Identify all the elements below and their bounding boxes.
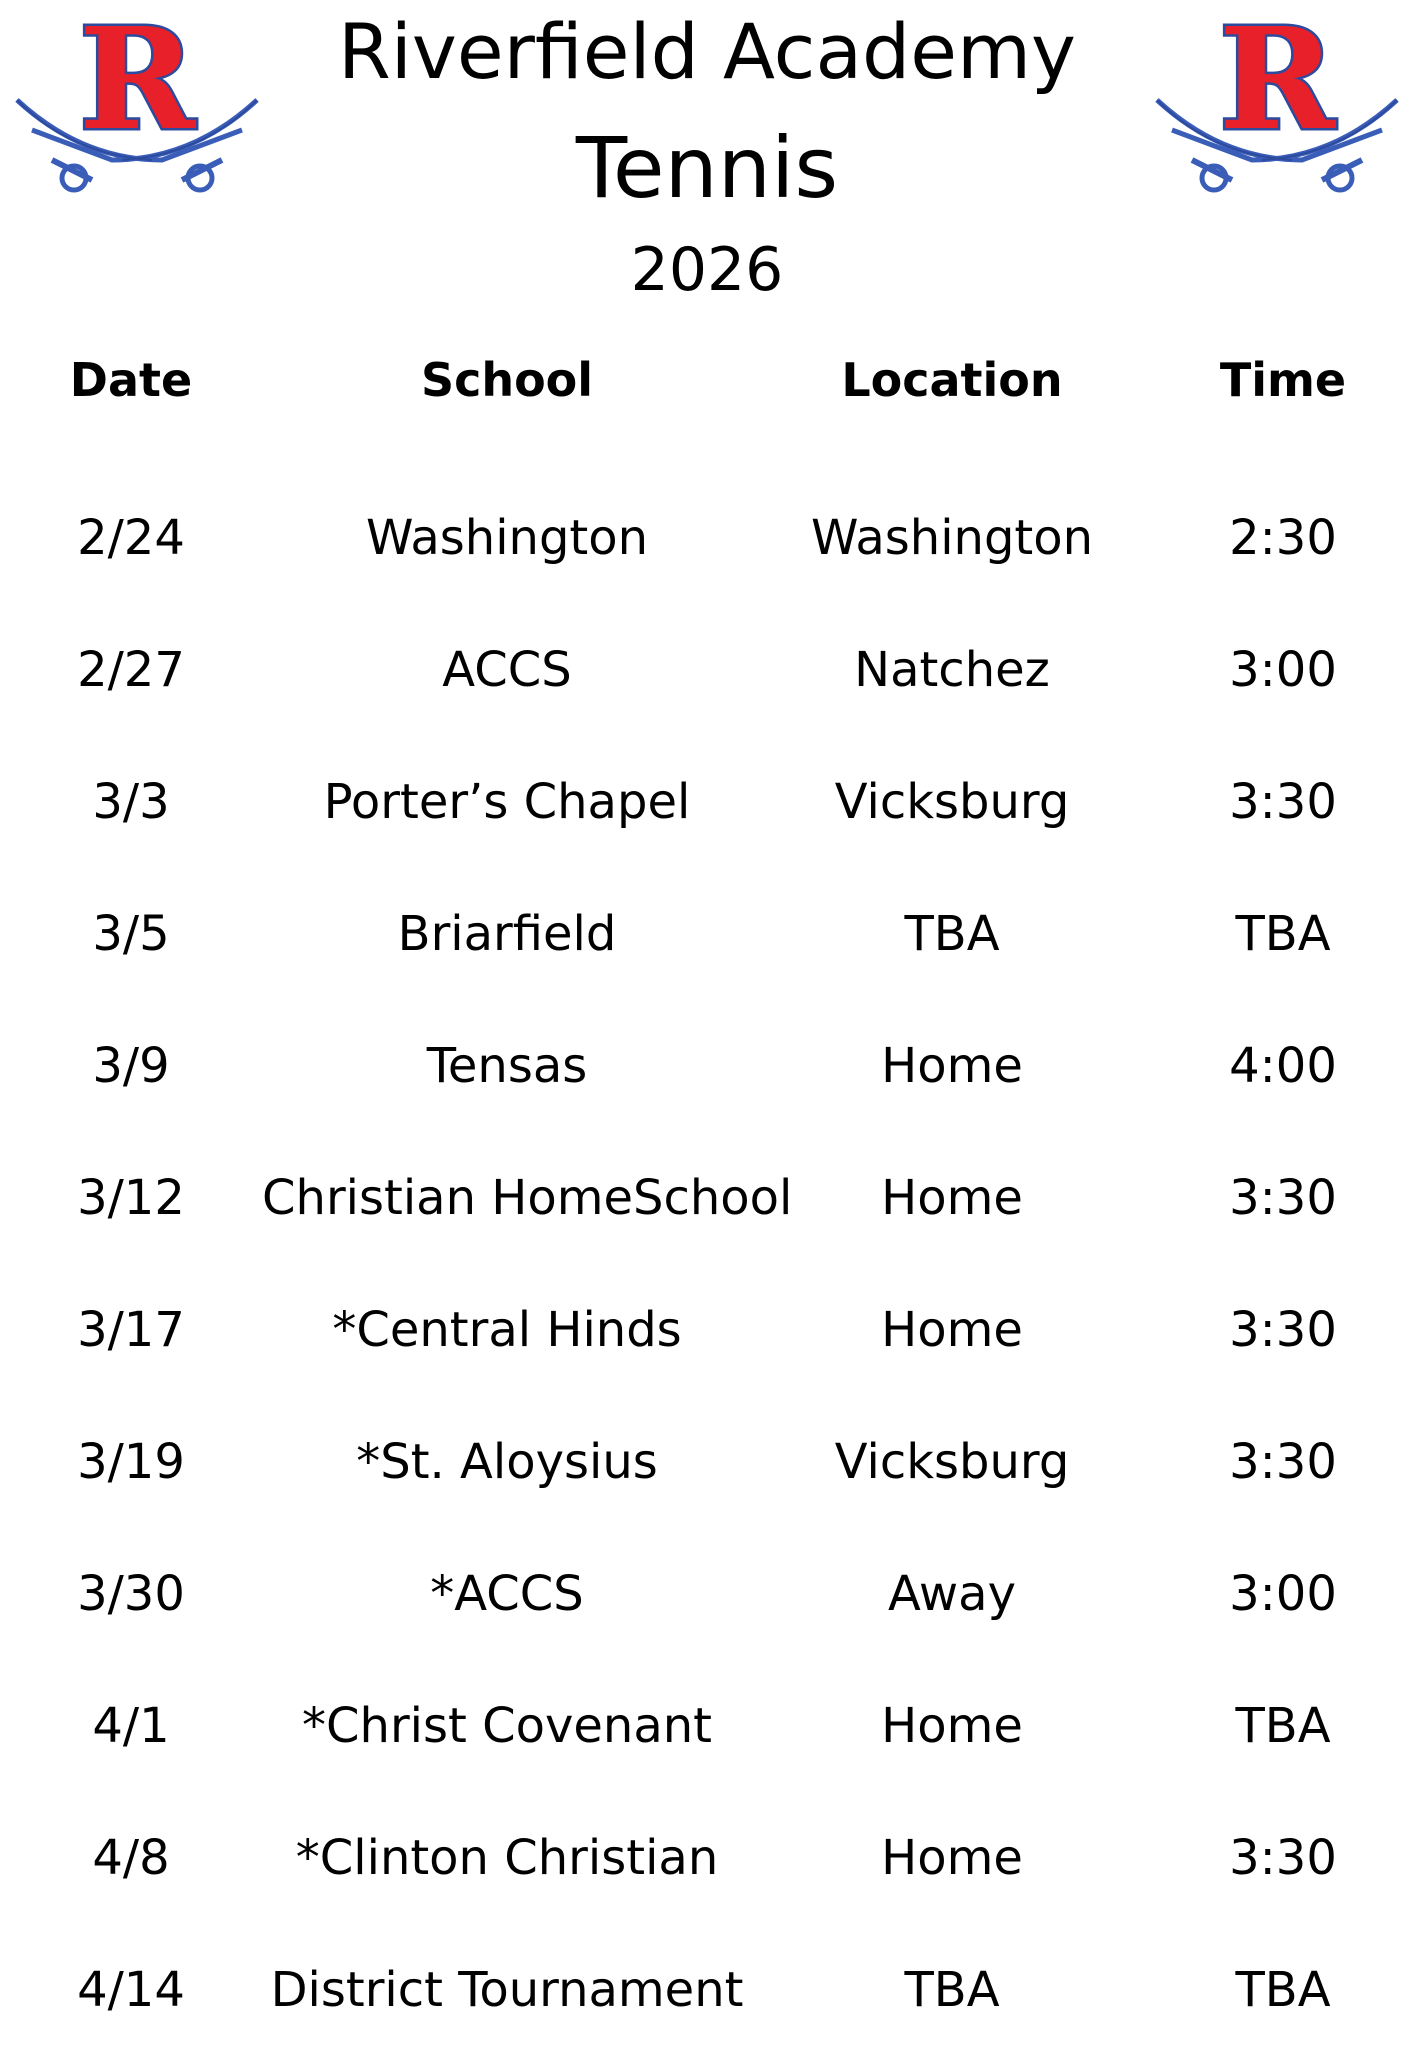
table-row bbox=[0, 1396, 1414, 1528]
logo-letter: R bbox=[78, 10, 196, 162]
row-date: 4/8 bbox=[92, 1830, 170, 1886]
row-location: Home bbox=[881, 1698, 1023, 1754]
row-location: Washington bbox=[810, 510, 1094, 566]
row-school: Porter’s Chapel bbox=[323, 774, 691, 830]
row-location: TBA bbox=[904, 1962, 1000, 2018]
row-date: 4/14 bbox=[77, 1962, 185, 2018]
row-time: 3:30 bbox=[1229, 1302, 1337, 1358]
row-date: 2/24 bbox=[77, 510, 185, 566]
row-school: Christian HomeSchool bbox=[262, 1170, 793, 1226]
table-row bbox=[0, 1528, 1414, 1660]
row-time: TBA bbox=[1235, 1698, 1331, 1754]
row-school: Tensas bbox=[426, 1038, 588, 1094]
row-school: District Tournament bbox=[270, 1962, 744, 2018]
row-school: ACCS bbox=[442, 642, 572, 698]
row-time: 4:00 bbox=[1229, 1038, 1337, 1094]
row-location: Home bbox=[881, 1302, 1023, 1358]
row-time: TBA bbox=[1235, 1962, 1331, 2018]
row-date: 3/30 bbox=[77, 1566, 185, 1622]
row-location: Vicksburg bbox=[834, 774, 1070, 830]
table-row bbox=[0, 472, 1414, 604]
row-location: TBA bbox=[904, 906, 1000, 962]
row-time: 3:00 bbox=[1229, 1566, 1337, 1622]
column-header-location: Location bbox=[841, 353, 1063, 407]
row-school: *ACCS bbox=[430, 1566, 584, 1622]
row-time: 3:30 bbox=[1229, 774, 1337, 830]
table-row bbox=[0, 1264, 1414, 1396]
season-year: 2026 bbox=[630, 235, 784, 305]
row-location: Home bbox=[881, 1830, 1023, 1886]
row-school: Briarfield bbox=[397, 906, 617, 962]
row-school: *St. Aloysius bbox=[356, 1434, 658, 1490]
row-school: *Christ Covenant bbox=[302, 1698, 712, 1754]
row-date: 3/9 bbox=[92, 1038, 170, 1094]
table-row bbox=[0, 736, 1414, 868]
row-location: Away bbox=[888, 1566, 1016, 1622]
table-row bbox=[0, 1660, 1414, 1792]
table-row bbox=[0, 1792, 1414, 1924]
row-date: 4/1 bbox=[92, 1698, 170, 1754]
row-time: 3:30 bbox=[1229, 1434, 1337, 1490]
table-row bbox=[0, 1924, 1414, 2056]
row-school: *Clinton Christian bbox=[295, 1830, 719, 1886]
row-date: 3/17 bbox=[77, 1302, 185, 1358]
column-header-time: Time bbox=[1219, 353, 1347, 407]
row-date: 2/27 bbox=[77, 642, 185, 698]
row-school: Washington bbox=[365, 510, 649, 566]
row-location: Home bbox=[881, 1038, 1023, 1094]
table-header-row bbox=[0, 340, 1414, 420]
row-location: Vicksburg bbox=[834, 1434, 1070, 1490]
row-time: 3:00 bbox=[1229, 642, 1337, 698]
row-date: 3/19 bbox=[77, 1434, 185, 1490]
column-header-school: School bbox=[420, 353, 594, 407]
table-row bbox=[0, 1132, 1414, 1264]
row-time: TBA bbox=[1235, 906, 1331, 962]
table-row bbox=[0, 604, 1414, 736]
page-subtitle: Tennis bbox=[575, 119, 839, 217]
row-school: *Central Hinds bbox=[332, 1302, 682, 1358]
page-title: Riverfield Academy bbox=[337, 7, 1077, 96]
row-date: 3/5 bbox=[92, 906, 170, 962]
row-location: Home bbox=[881, 1170, 1023, 1226]
schedule-table bbox=[0, 340, 1414, 2056]
row-time: 3:30 bbox=[1229, 1170, 1337, 1226]
row-time: 3:30 bbox=[1229, 1830, 1337, 1886]
row-time: 2:30 bbox=[1229, 510, 1337, 566]
logo-letter: R bbox=[1218, 10, 1336, 162]
row-location: Natchez bbox=[854, 642, 1050, 698]
column-header-date: Date bbox=[69, 353, 193, 407]
row-date: 3/12 bbox=[77, 1170, 185, 1226]
table-row bbox=[0, 1000, 1414, 1132]
row-date: 3/3 bbox=[92, 774, 170, 830]
table-row bbox=[0, 868, 1414, 1000]
